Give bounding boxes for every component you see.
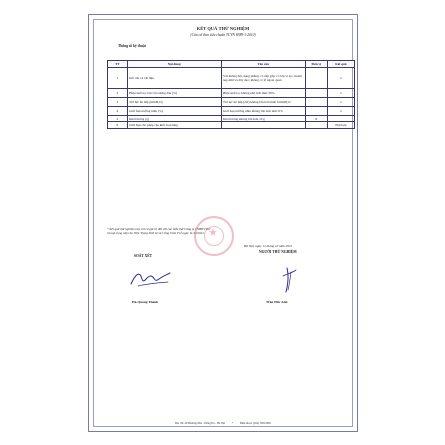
- row-unit: X: [305, 116, 327, 122]
- row-requirement: Hiệu suất lọc không nhỏ hơn mức 90%: [221, 89, 305, 98]
- row-index: 1: [108, 68, 128, 89]
- row-index: 6: [108, 122, 128, 128]
- row-result: x: [327, 107, 354, 116]
- row-unit: [305, 122, 327, 128]
- row-index: 5: [108, 116, 128, 122]
- official-seal-stamp: [194, 216, 234, 256]
- table-row: [108, 98, 355, 107]
- footer-phone: Điện thoại: (024) 38523065: [239, 422, 272, 425]
- tester-label: NGƯỜI THỬ NGHIỆM: [259, 250, 297, 254]
- row-requirement: [221, 122, 305, 128]
- footer-address: Địa chỉ: 40 Phương Mai - Đống Đa - Hà Nội: [174, 422, 226, 425]
- table-row: [108, 122, 355, 128]
- row-requirement: Vải không dệt, dạng phẳng, có nếp gấp; có lớp vi lọc, thanh nẹp mũi và dây đeo; không có lỗ ngoại quan: [221, 68, 305, 89]
- table-header-row: [108, 61, 355, 68]
- results-table: [107, 60, 355, 129]
- row-result: x: [327, 98, 354, 107]
- row-content: Hiệu suất lọc bụi với sương dầu (%): [127, 89, 221, 98]
- seal-star-icon: ★: [208, 227, 218, 239]
- row-index: 2: [108, 89, 128, 98]
- document-footer: [94, 422, 352, 425]
- row-result: x: [327, 89, 354, 98]
- document-frame: [93, 19, 353, 427]
- table-row: [108, 68, 355, 89]
- row-result: x: [327, 68, 354, 89]
- document-subtitle: (Căn cứ theo tiêu chuẩn TCVN 8389-1:2010): [190, 33, 256, 37]
- note-line-1: * Kết quả thử nghiệm này chỉ có giá trị đối với các mẫu thử Công ty TNHH D&J: [107, 227, 211, 231]
- row-content: Giới hạn trường nhìn (%): [127, 107, 221, 116]
- row-content: Giới hạn cho phép của kim loại nặng: [127, 122, 221, 128]
- row-requirement: Giới hạn trường nhìn không lớn hơn mức 6%: [221, 107, 305, 116]
- header-content: Nội dung: [127, 61, 221, 68]
- table-row: [108, 107, 355, 116]
- row-result: Phù hợp: [327, 122, 354, 128]
- header-requirement: Yêu cầu: [221, 61, 305, 68]
- tester-signature: [279, 266, 299, 294]
- row-unit: [305, 89, 327, 98]
- header-result: Kết quả: [327, 61, 354, 68]
- row-index: 3: [108, 98, 128, 107]
- row-unit: [305, 98, 327, 107]
- reviewer-signature: [128, 267, 172, 289]
- table-row: [108, 89, 355, 98]
- row-unit: [305, 68, 327, 89]
- row-content: Khối lượng (g): [127, 116, 221, 122]
- tester-name: Trần Đức Anh: [266, 300, 288, 304]
- row-content: Trở lực hô hấp (mmH₂O): [127, 98, 221, 107]
- reviewer-label: SOÁT XÉT: [134, 254, 153, 258]
- footer-separator: *: [231, 422, 234, 425]
- row-content: Kết cấu và vật liệu: [127, 68, 221, 89]
- document-title: KẾT QUẢ THỬ NGHIỆM: [196, 26, 250, 31]
- header-index: TT: [108, 61, 128, 68]
- row-requirement: Khối lượng không lớn hơn 10 g: [221, 116, 305, 122]
- note-line-2: Group cung cấp cho Viện Trang thiết bị và Công trình Y tế ngày 11/10/2021.: [107, 231, 205, 236]
- header-unit: Đơn vị: [305, 61, 327, 68]
- specs-label: Thông số kỹ thuật: [118, 44, 146, 48]
- row-requirement: Trở lực hô hấp (ΔP) không lớn hơn mức 9 mmH₂O: [221, 98, 305, 107]
- row-index: 4: [108, 107, 128, 116]
- row-unit: [305, 107, 327, 116]
- document-sheet: [88, 14, 358, 432]
- reviewer-name: Hà Quang Thanh: [132, 300, 159, 304]
- signing-date: Hà Nội, ngày 12 tháng 10 năm 2021: [244, 244, 293, 248]
